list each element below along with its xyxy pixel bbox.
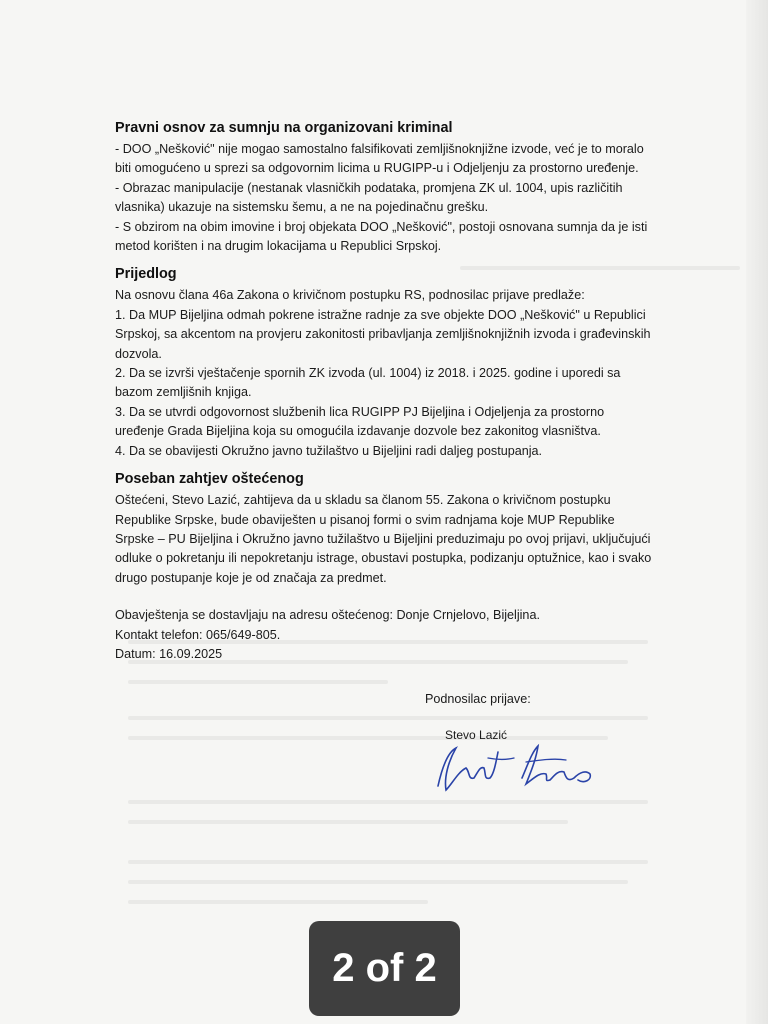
section-heading: Poseban zahtjev oštećenog	[115, 471, 304, 488]
phone-line: Kontakt telefon: 065/649-805.	[115, 627, 281, 642]
paragraph: - Obrazac manipulacije (nestanak vlasničkih podataka, promjena ZK ul. 1004, upis različitih vlasnika) ukazuje na sistemsku šemu, a ne na pojedinačnu grešku.	[115, 180, 623, 215]
paragraph: Na osnovu člana 46a Zakona o krivičnom postupku RS, podnosilac prijave predlaže:	[115, 288, 585, 303]
section-heading: Pravni osnov za sumnju na organizovani kriminal	[115, 120, 453, 136]
bleed-through-line	[128, 820, 568, 824]
paragraph: 3. Da se utvrdi odgovornost službenih lica RUGIPP PJ Bijeljina i Odjeljenja za prostorno uređenje Grada Bijeljina koja su omogućila izdavanje dozvole bez zakonitog vlasništva.	[115, 404, 605, 439]
bleed-through-line	[128, 860, 648, 864]
paragraph: - DOO „Nešković" nije mogao samostalno falsifikovati zemljišnoknjižne izvode, već je to moralo biti omogućeno u sprezi sa odgovornim licima u RUGIPP-u i Odjeljenju za prostorno uređenje.	[115, 142, 644, 176]
handwritten-signature	[418, 738, 608, 798]
paragraph: 4. Da se obavijesti Okružno javno tužilaštvo u Bijeljini radi daljeg postupanja.	[115, 443, 543, 458]
paragraph: 2. Da se izvrši vještačenje spornih ZK izvoda (ul. 1004) iz 2018. i 2025. godine i uporedi sa bazom zemljišnih knjiga.	[115, 366, 621, 400]
page-indicator-badge: 2 of 2	[309, 921, 460, 1016]
paragraph: - S obzirom na obim imovine i broj objekata DOO „Nešković", postoji osnovana sumnja da je isti metod korišten i na drugim lokacijama u Republici Srpskoj.	[115, 219, 648, 254]
bleed-through-line	[128, 716, 648, 720]
document-body	[115, 118, 655, 664]
bleed-through-line	[128, 900, 428, 904]
section-legal-basis	[115, 118, 655, 256]
address-line: Obavještenja se dostavljaju na adresu oštećenog: Donje Crnjelovo, Bijeljina.	[115, 608, 540, 623]
submitter-label: Podnosilac prijave:	[425, 692, 531, 706]
scan-edge	[746, 0, 768, 1024]
paragraph: 1. Da MUP Bijeljina odmah pokrene istražne radnje za sve objekte DOO „Nešković" u Republici Srpskoj, sa akcentom na provjeru zakonitosti pribavljanja zemljišnoknjižnih izvoda i građevinskih dozvola.	[115, 307, 651, 361]
bleed-through-line	[128, 880, 628, 884]
section-proposal	[115, 264, 655, 461]
bleed-through-line	[128, 800, 648, 804]
section-special-request	[115, 469, 655, 588]
paragraph: Oštećeni, Stevo Lazić, zahtijeva da u skladu sa članom 55. Zakona o krivičnom postupku Republike Srpske, bude obaviješten u pisanoj formi o svim radnjama koje MUP Republike Srpske – PU Bijeljina i Okružno javno tužilaštvo u Bijeljini preduzimaju po ovoj prijavi, uključujući odluke o pokretanju ili nepokretanju istrage, obustavi postupka, podizanju optužnice, kao i svako drugo postupanje koje je od značaja za predmet.	[115, 493, 652, 585]
document-date: Datum: 16.09.2025	[115, 646, 223, 661]
section-heading: Prijedlog	[115, 266, 177, 283]
signer-name: Stevo Lazić	[445, 728, 508, 742]
bleed-through-line	[128, 680, 388, 684]
